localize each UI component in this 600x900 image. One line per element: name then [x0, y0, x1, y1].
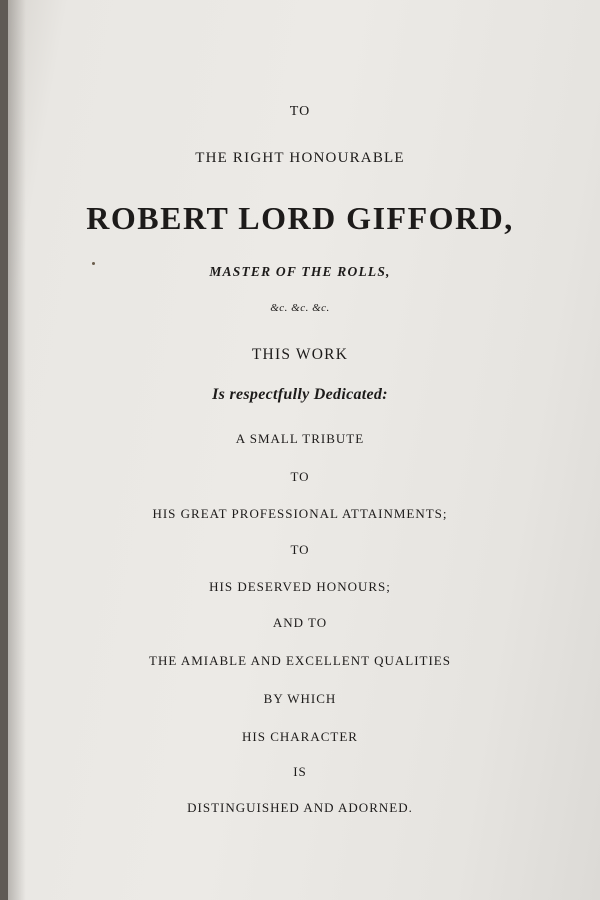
- character-line: HIS CHARACTER: [242, 729, 358, 744]
- to-line-2: TO: [290, 469, 310, 484]
- dedication-to-line: TO: [289, 104, 311, 119]
- qualities-line: THE AMIABLE AND EXCELLENT QUALITIES: [149, 653, 451, 668]
- attainments-line: HIS GREAT PROFESSIONAL ATTAINMENTS;: [152, 506, 448, 521]
- distinguished-line: DISTINGUISHED AND ADORNED.: [187, 800, 413, 815]
- respectfully-dedicated-line: Is respectfully Dedicated:: [212, 386, 388, 403]
- to-line-3: TO: [290, 542, 310, 557]
- is-line: IS: [293, 764, 307, 779]
- dedicatee-title: MASTER OF THE ROLLS,: [209, 264, 391, 279]
- this-work-line: THIS WORK: [251, 346, 349, 363]
- dedication-honorific: THE RIGHT HONOURABLE: [195, 150, 405, 166]
- dedication-etc: &c. &c. &c.: [270, 302, 330, 314]
- honours-line: HIS DESERVED HONOURS;: [209, 579, 391, 594]
- small-tribute-line: A SMALL TRIBUTE: [235, 431, 365, 446]
- by-which-line: BY WHICH: [263, 691, 337, 706]
- and-to-line: AND TO: [272, 615, 328, 630]
- dedicatee-name: ROBERT LORD GIFFORD,: [86, 200, 514, 236]
- book-page: [8, 0, 600, 900]
